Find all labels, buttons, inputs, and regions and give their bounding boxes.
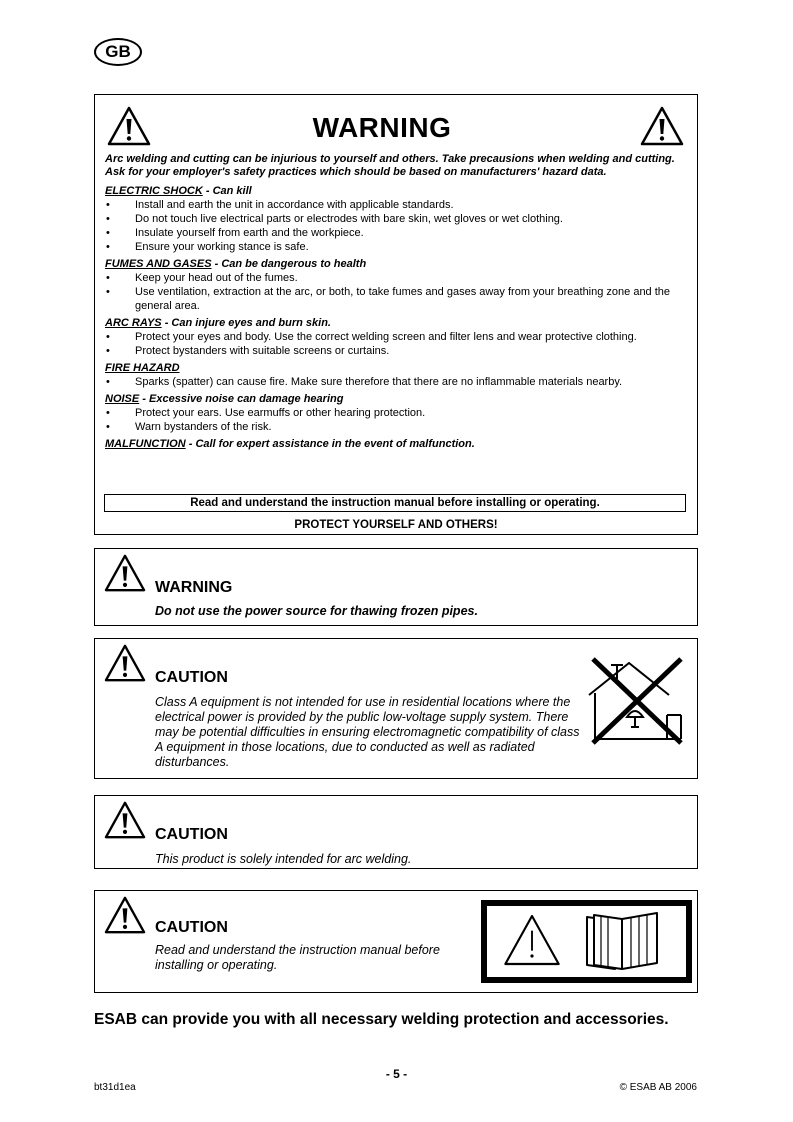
hazard-title: FIRE HAZARD — [105, 362, 180, 374]
caution-heading: CAUTION — [155, 919, 228, 936]
country-code-badge: GB — [94, 38, 142, 66]
caution-manual-text: Read and understand the instruction manual before installing or operating. — [155, 943, 440, 972]
hazard-heading — [105, 362, 685, 375]
caution-class-a-box — [94, 638, 698, 779]
hazard-list — [105, 185, 685, 451]
hazard-item: • Keep your head out of the fumes. — [105, 271, 685, 285]
hazard-subtitle: - Can injure eyes and burn skin. — [164, 317, 331, 329]
hazard-items — [105, 271, 685, 313]
read-manual-notice: Read and understand the instruction manual before installing or operating. — [104, 494, 686, 512]
hazard-subtitle: - Excessive noise can damage hearing — [142, 393, 344, 405]
hazard-title: NOISE — [105, 393, 140, 405]
no-residential-use-icon — [583, 655, 687, 745]
warning-intro: Arc welding and cutting can be injurious to yourself and others. Take precausions when welding and cutting. Ask for your employer's safety practices which should be based on manufacturers' hazard data. — [105, 153, 675, 178]
warning-triangle-icon — [501, 912, 563, 968]
caution-triangle-icon — [103, 800, 147, 840]
hazard-subtitle: - Call for expert assistance in the event of malfunction. — [188, 438, 475, 450]
hazard-item: • Do not touch live electrical parts or electrodes with bare skin, wet gloves or wet clothing. — [105, 212, 685, 226]
copyright: © ESAB AB 2006 — [619, 1082, 697, 1093]
hazard-subtitle: - Can kill — [205, 185, 252, 197]
esab-tagline: ESAB can provide you with all necessary welding protection and accessories. — [94, 1011, 669, 1028]
warning-frozen-text: Do not use the power source for thawing frozen pipes. — [155, 604, 478, 618]
hazard-heading — [105, 438, 685, 451]
open-manual-book-icon — [581, 911, 667, 973]
document-code: bt31d1ea — [94, 1082, 136, 1093]
caution-heading: CAUTION — [155, 669, 228, 686]
hazard-item: • Insulate yourself from earth and the workpiece. — [105, 226, 685, 240]
caution-arc-text: This product is solely intended for arc welding. — [155, 852, 412, 866]
hazard-title: ARC RAYS — [105, 317, 162, 329]
caution-triangle-icon — [103, 895, 147, 935]
hazard-items — [105, 330, 685, 358]
hazard-item: • Protect your eyes and body. Use the correct welding screen and filter lens and wear protective clothing. — [105, 330, 685, 344]
hazard-item: • Ensure your working stance is safe. — [105, 240, 685, 254]
warning-title: WARNING — [312, 112, 452, 143]
hazard-item: • Protect bystanders with suitable screens or curtains. — [105, 344, 685, 358]
warning-box — [94, 94, 698, 535]
caution-arc-welding-box — [94, 795, 698, 869]
hazard-heading — [105, 185, 685, 198]
hazard-subtitle: - Can be dangerous to health — [214, 258, 367, 270]
page-number: - 5 - — [385, 1067, 408, 1081]
read-manual-pictogram — [481, 900, 692, 983]
hazard-title: ELECTRIC SHOCK — [105, 185, 203, 197]
caution-heading: CAUTION — [155, 826, 228, 843]
hazard-heading — [105, 258, 685, 271]
hazard-items — [105, 198, 685, 254]
warning-frozen-pipes-box — [94, 548, 698, 626]
hazard-title: MALFUNCTION — [105, 438, 186, 450]
hazard-item: • Sparks (spatter) can cause fire. Make sure therefore that there are no inflammable materials nearby. — [105, 375, 685, 389]
hazard-item: • Warn bystanders of the risk. — [105, 420, 685, 434]
hazard-heading — [105, 393, 685, 406]
hazard-heading — [105, 317, 685, 330]
hazard-title: FUMES AND GASES — [105, 258, 212, 270]
hazard-item: • Protect your ears. Use earmuffs or other hearing protection. — [105, 406, 685, 420]
warning-heading: WARNING — [155, 579, 233, 596]
caution-triangle-icon — [103, 643, 147, 683]
protect-yourself-text: PROTECT YOURSELF AND OTHERS! — [294, 519, 498, 531]
warning-triangle-icon — [103, 553, 147, 593]
hazard-item: • Use ventilation, extraction at the arc, or both, to take fumes and gases away from your breathing zone and the general area. — [105, 285, 685, 313]
hazard-items — [105, 375, 685, 389]
caution-manual-box — [94, 890, 698, 993]
hazard-item: • Install and earth the unit in accordance with applicable standards. — [105, 198, 685, 212]
caution-class-a-text: Class A equipment is not intended for use in residential locations where the electrical power is provided by the public low-voltage supply system. There may be potential difficulties in ensuring electromagnetic compatibility of class A equipment in those locations, due to conducted as well as radiated disturbances. — [155, 695, 580, 769]
hazard-items — [105, 406, 685, 434]
